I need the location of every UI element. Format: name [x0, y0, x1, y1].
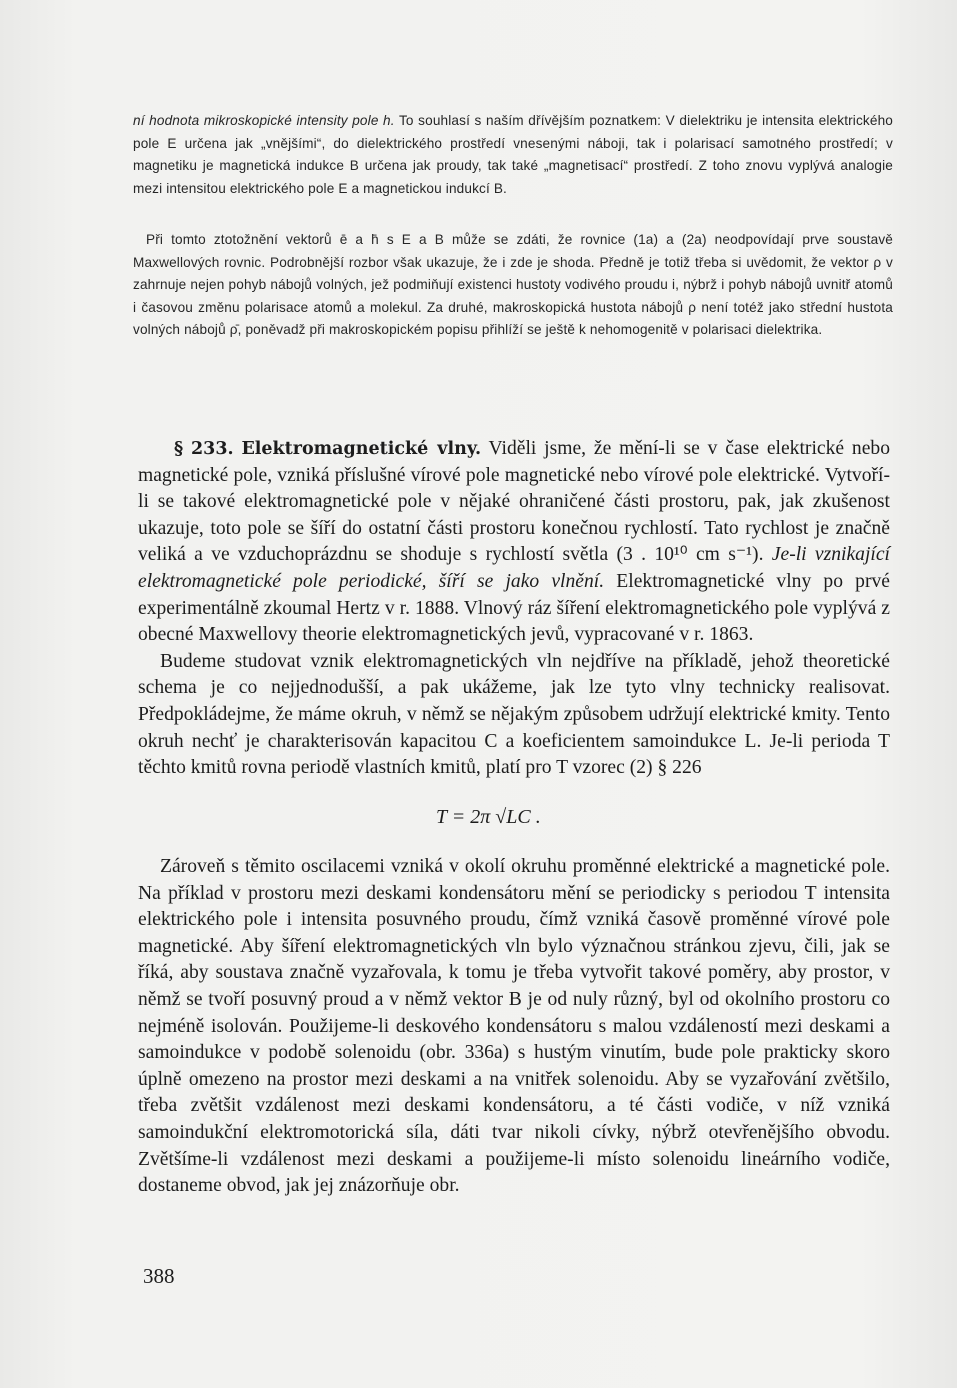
section-paragraph-1-italic: Je-li vznikající elektromagnetické pole periodické, šíří se jako vlnění. [138, 544, 890, 592]
small-paragraph-1 [133, 110, 893, 200]
section-paragraph-1-text-a: Viděli jsme, že mění-li se v čase elektrické nebo magnetické pole, vzniká příslušné vírové pole magnetické nebo vírové pole elektrické. Vytvoří-li se takové elektromagnetické pole v nějaké ohraničené části prostoru, pak, jak zkušenost ukazuje, toto pole se šíří do ostatní části prostoru konečnou rychlostí. Tato rychlost je značně veliká a ve vzduchoprázdnu se shoduje s rychlostí světla (3 . 10¹⁰ cm s⁻¹). [138, 438, 890, 566]
section-paragraph-1 [138, 436, 890, 649]
section-paragraph-2: Budeme studovat vznik elektromagnetických vln nejdříve na příkladě, jehož theoretické schema je co nejjednodušší, a pak ukážeme, jak lze tyto vlny technicky realisovat. Předpokládejme, že máme okruh, v němž se nějakým způsobem udržují elektrické kmity. Tento okruh nechť je charakterisován kapacitou C a koeficientem samoindukce L. Je-li perioda T těchto kmitů rovna periodě vlastních kmitů, platí pro T vzorec (2) § 226 [138, 650, 890, 779]
section-title: Elektromagnetické vlny. [241, 439, 482, 459]
section-paragraph-1-text-b: Elektromagnetické vlny po prvé experimentálně zkoumal Hertz v r. 1888. Vlnový ráz šíření elektromagnetického pole vyplývá z obecné Maxwellovy theorie elektromagnetických jevů, vypracované v r. 1863. [138, 570, 890, 646]
small-paragraph-1-text: To souhlasí s naším dřívějším poznatkem: V dielektriku je intensita elektrického pole E určena jak „vnějšími“, do dielektrického prostředí vnesenými náboji, tak i polarisací samotného prostředí; v magnetiku je magnetická indukce B určena jak proudy, tak také „magnetisací“ prostředí. Z toho znovu vyplývá analogie mezi intensitou elektrického pole E a magnetickou indukcí B. [133, 113, 893, 196]
small-print-block-1 [133, 110, 893, 200]
lead-italic-text: ní hodnota mikroskopické intensity pole h. [133, 113, 395, 128]
small-print-block-2 [133, 229, 893, 342]
section-symbol: § [174, 439, 184, 459]
small-paragraph-2: Při tomto ztotožnění vektorů ē a h̄ s E a B může se zdáti, že rovnice (1a) a (2a) neodpovídají prve soustavě Maxwellových rovnic. Podrobnější rozbor však ukazuje, že i zde je shoda. Předně je totiž třeba si uvědomit, že vektor ρ v zahrnuje nejen pohyb nábojů volných, jež podmiňují existenci hustoty vodivého proudu i, nýbrž i pohyb nábojů uvnitř atomů i časovou změnu polarisace atomů a molekul. Za druhé, makroskopická hustota nábojů ρ není totéž jako střední hustota volných nábojů ρ̄, poněvadž při makroskopickém popisu přihlíží se ještě k nehomogenitě v polarisaci dielektrika. [133, 232, 893, 338]
page-number: 388 [143, 1264, 175, 1288]
period-formula: T = 2π √LC . [436, 806, 541, 828]
section-233 [138, 436, 890, 782]
section-number: 233. [190, 439, 234, 459]
section-paragraph-3: Zároveň s těmito oscilacemi vzniká v okolí okruhu proměnné elektrické a magnetické pole. Na příklad v prostoru mezi deskami kondensátoru mění se periodicky s periodou T intensita elektrického pole i intensita posuvného proudu, čímž vzniká časově proměnné vírové pole magnetické. Aby šíření elektromagnetických vln bylo význačnou stránkou zjevu, čili, jak se říká, aby soustava značně vyzařovala, k tomu je třeba vytvořit takové poměry, aby prostor, v němž se tvoří posuvný proud a v němž vektor B je od nuly různý, byl od okolního prostoru co nejméně isolován. Použijeme-li deskového kondensátoru s malou vzdáleností mezi deskami a samoindukce v podobě solenoidu (obr. 336a) s hustým vinutím, bude pole prakticky skoro úplně omezeno na prostor mezi deskami a na vnitřek solenoidu. Aby se vyzařování zvětšilo, třeba zvětšit vzdálenost mezi deskami kondensátoru, a té části vodiče, v níž vzniká samoindukční elektromotorická síla, dáti tvar nikoli cívky, nýbrž otevřenějšího obvodu. Zvětšíme-li vzdálenost mezi deskami a použijeme-li místo solenoidu lineárního vodiče, dostaneme obvod, jak jej znázorňuje obr. [138, 856, 890, 1197]
section-233-continued [138, 854, 890, 1200]
